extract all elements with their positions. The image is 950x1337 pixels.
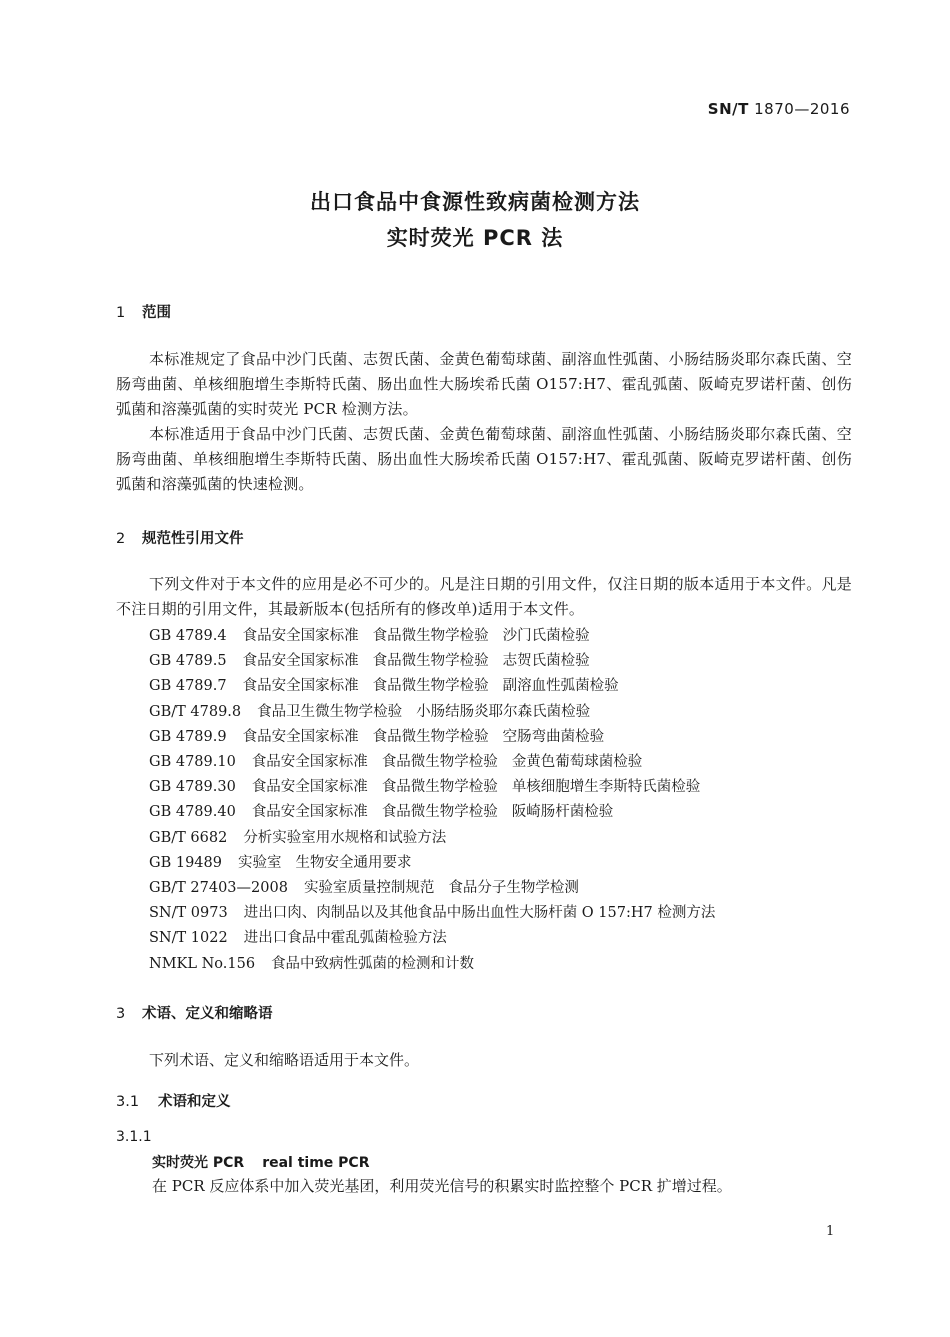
reference-item <box>149 674 633 695</box>
references-intro: 下列文件对于本文件的应用是必不可少的。凡是注日期的引用文件，仅注日期的版本适用于本文件。凡是不注日期的引用文件，其最新版本(包括所有的修改单)适用于本文件。 <box>116 575 852 618</box>
section-title: 范围 <box>142 305 171 321</box>
reference-code: GB/T 4789.8 <box>149 703 242 720</box>
reference-item <box>149 624 604 645</box>
section-number: 2 <box>116 531 126 547</box>
reference-title-part: 小肠结肠炎耶尔森氏菌检验 <box>416 703 591 720</box>
reference-title-part: 食品安全国家标准 <box>251 804 368 821</box>
reference-item <box>149 851 425 872</box>
reference-title-part: 生物安全通用要求 <box>295 854 412 871</box>
reference-item <box>149 952 488 973</box>
reference-title-part: 食品分子生物学检测 <box>448 880 579 896</box>
reference-item <box>149 826 460 847</box>
reference-item <box>149 649 604 670</box>
reference-item <box>149 750 656 771</box>
reference-title-part: 实验室 <box>237 854 282 871</box>
reference-item <box>149 700 604 721</box>
document-code-prefix: SN/T <box>707 100 749 118</box>
reference-code: GB 4789.7 <box>149 678 227 695</box>
reference-title-part: 沙门氏菌检验 <box>502 628 590 644</box>
reference-code: GB 19489 <box>149 854 222 871</box>
reference-title-part: 食品安全国家标准 <box>242 653 359 670</box>
subsection-number: 3.1 <box>116 1094 140 1110</box>
reference-title-part: 阪崎肠杆菌检验 <box>511 804 614 821</box>
reference-item <box>149 775 714 796</box>
reference-title-part: 食品安全国家标准 <box>242 628 359 644</box>
reference-code: GB 4789.5 <box>149 653 227 670</box>
reference-title-part: 单核细胞增生李斯特氏菌检验 <box>511 779 701 796</box>
section-title: 术语、定义和缩略语 <box>142 1006 273 1022</box>
term-zh: 实时荧光 PCR <box>152 1155 245 1171</box>
term-number: 3.1.1 <box>116 1129 152 1145</box>
section-1-heading <box>116 301 171 322</box>
reference-title-part: 进出口食品中霍乱弧菌检验方法 <box>243 930 447 947</box>
document-title-line2: 实时荧光 PCR 法 <box>386 226 564 250</box>
reference-item <box>149 725 618 746</box>
reference-title-part: 食品安全国家标准 <box>242 678 359 695</box>
reference-code: NMKL No.156 <box>149 955 256 972</box>
reference-title-part: 志贺氏菌检验 <box>502 653 590 670</box>
reference-title-part: 食品安全国家标准 <box>251 754 368 770</box>
reference-title-part: 食品微生物学检验 <box>372 678 489 695</box>
section-number: 3 <box>116 1006 126 1022</box>
section-2-heading <box>116 527 244 548</box>
reference-title-part: 实验室质量控制规范 <box>303 880 435 896</box>
reference-title-part: 食品安全国家标准 <box>242 728 359 745</box>
reference-title-part: 食品安全国家标准 <box>251 779 368 796</box>
document-code-number: 1870—2016 <box>748 100 850 118</box>
subsection-3-1-heading <box>116 1090 231 1111</box>
reference-title-part: 金黄色葡萄球菌检验 <box>511 754 643 770</box>
term-en: real time PCR <box>262 1155 370 1171</box>
terms-intro: 下列术语、定义和缩略语适用于本文件。 <box>149 1051 420 1069</box>
section-number: 1 <box>116 305 126 321</box>
reference-title-part: 进出口肉、肉制品以及其他食品中肠出血性大肠杆菌 O 157:H7 检测方法 <box>243 905 716 922</box>
reference-item <box>149 926 461 947</box>
reference-item <box>149 876 593 897</box>
reference-title-part: 副溶血性弧菌检验 <box>502 678 619 695</box>
reference-code: GB/T 6682 <box>149 829 228 846</box>
reference-title-part: 食品微生物学检验 <box>372 728 489 745</box>
reference-title-part: 食品微生物学检验 <box>381 754 498 770</box>
reference-title-part: 分析实验室用水规格和试验方法 <box>243 829 447 846</box>
section-3-heading <box>116 1002 273 1023</box>
reference-code: GB 4789.10 <box>149 754 236 770</box>
page-number: 1 <box>826 1224 835 1239</box>
reference-title-part: 食品微生物学检验 <box>372 628 489 644</box>
reference-code: GB 4789.30 <box>149 779 236 796</box>
reference-title-part: 食品微生物学检验 <box>381 804 498 821</box>
reference-item <box>149 800 627 821</box>
reference-code: GB 4789.9 <box>149 728 227 745</box>
reference-title-part: 空肠弯曲菌检验 <box>502 728 605 745</box>
section-title: 规范性引用文件 <box>142 531 244 547</box>
reference-title-part: 食品卫生微生物学检验 <box>257 703 403 720</box>
reference-title-part: 食品微生物学检验 <box>372 653 489 670</box>
reference-code: GB 4789.4 <box>149 628 227 644</box>
reference-code: GB 4789.40 <box>149 804 236 821</box>
document-title-line1: 出口食品中食源性致病菌检测方法 <box>310 190 640 214</box>
term-heading <box>152 1152 370 1172</box>
reference-code: SN/T 0973 <box>149 905 228 922</box>
term-definition: 在 PCR 反应体系中加入荧光基团，利用荧光信号的积累实时监控整个 PCR 扩增过程。 <box>152 1177 732 1195</box>
reference-title-part: 食品中致病性弧菌的检测和计数 <box>271 955 475 972</box>
document-code <box>708 100 850 118</box>
reference-code: SN/T 1022 <box>149 930 228 947</box>
scope-paragraph-1: 本标准规定了食品中沙门氏菌、志贺氏菌、金黄色葡萄球菌、副溶血性弧菌、小肠结肠炎耶尔森氏菌、空肠弯曲菌、单核细胞增生李斯特氏菌、肠出血性大肠埃希氏菌 O157:H7、霍乱弧菌、阪崎克罗诺杆菌、创伤弧菌和溶藻弧菌的实时荧光 PCR 检测方法。 <box>116 350 852 418</box>
subsection-title: 术语和定义 <box>158 1094 231 1110</box>
reference-code: GB/T 27403—2008 <box>149 880 288 896</box>
reference-title-part: 食品微生物学检验 <box>381 779 498 796</box>
scope-paragraph-2: 本标准适用于食品中沙门氏菌、志贺氏菌、金黄色葡萄球菌、副溶血性弧菌、小肠结肠炎耶尔森氏菌、空肠弯曲菌、单核细胞增生李斯特氏菌、肠出血性大肠埃希氏菌 O157:H7、霍乱弧菌、阪崎克罗诺杆菌、创伤弧菌和溶藻弧菌的快速检测。 <box>116 425 852 493</box>
reference-item <box>149 901 729 922</box>
